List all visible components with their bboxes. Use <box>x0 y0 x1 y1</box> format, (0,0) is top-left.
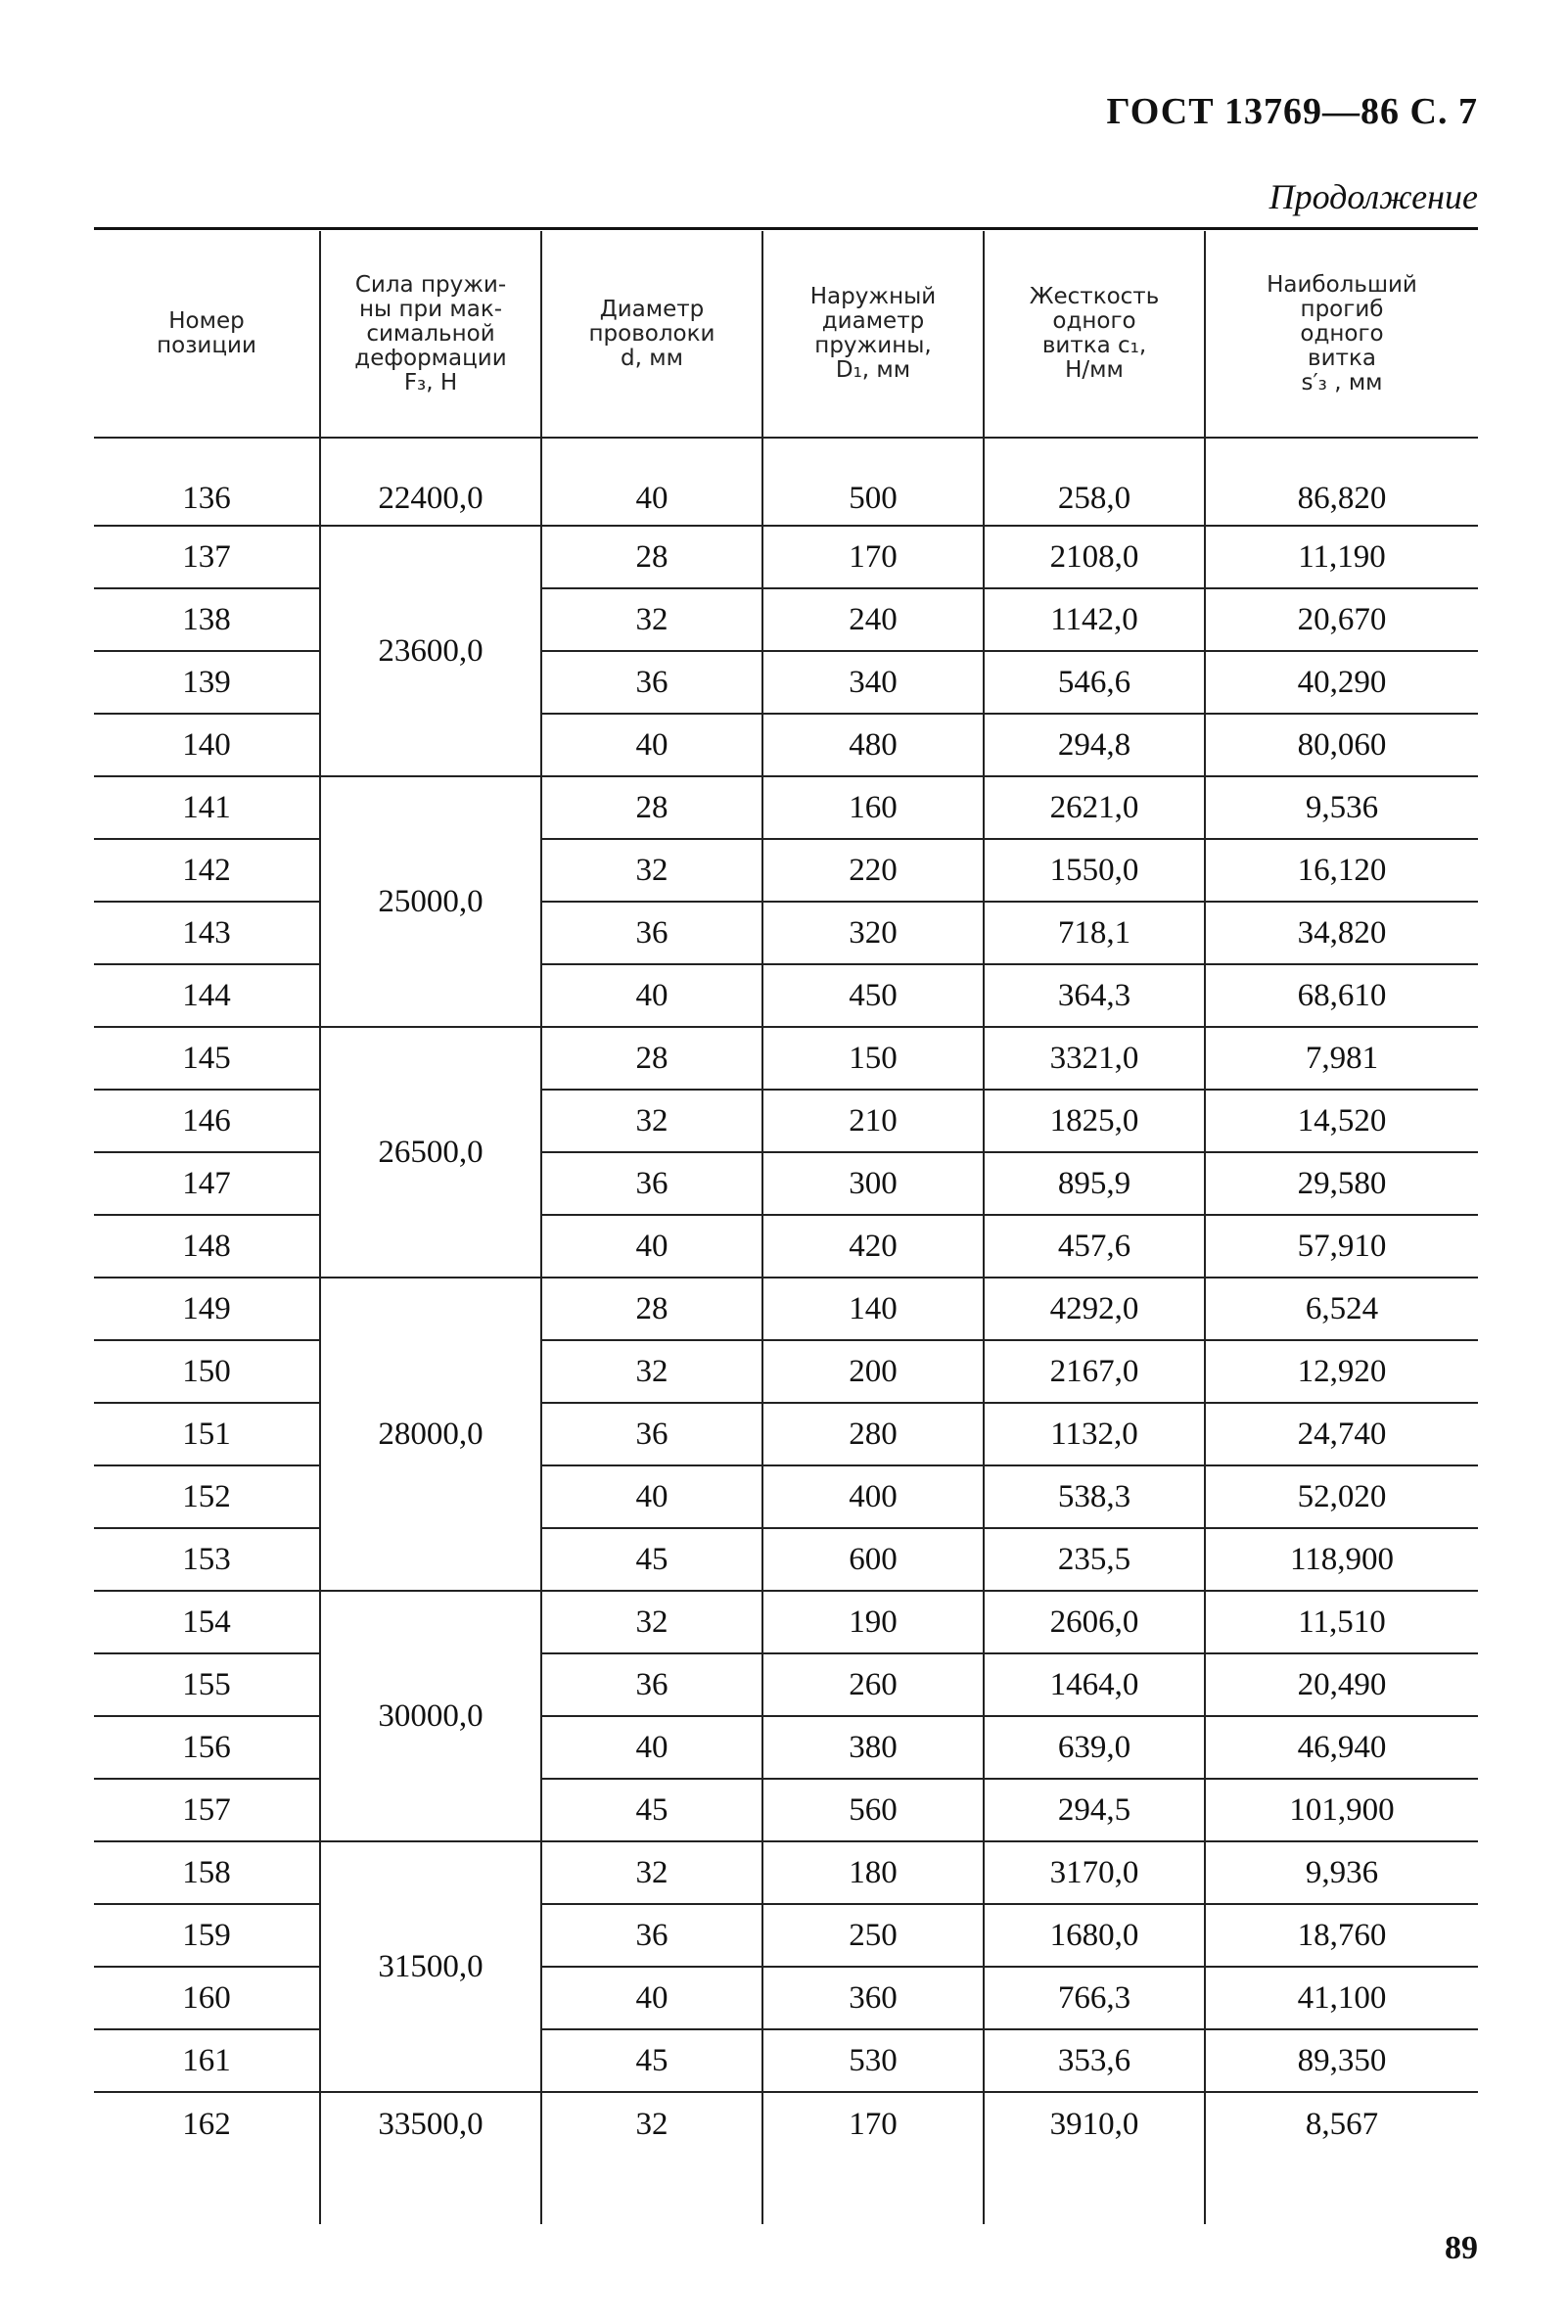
wire-diameter-cell: 32 <box>541 2092 762 2224</box>
position-cell: 157 <box>94 1779 320 1841</box>
stiffness-cell: 2621,0 <box>984 776 1205 839</box>
stiffness-cell: 1132,0 <box>984 1403 1205 1465</box>
table-row <box>94 839 1478 902</box>
position-cell: 156 <box>94 1716 320 1779</box>
max-deflection-cell: 46,940 <box>1205 1716 1478 1779</box>
outer-diameter-cell: 210 <box>762 1090 984 1152</box>
stiffness-cell: 364,3 <box>984 964 1205 1027</box>
max-deflection-cell: 24,740 <box>1205 1403 1478 1465</box>
position-cell: 136 <box>94 438 320 526</box>
position-cell: 140 <box>94 714 320 776</box>
position-cell: 147 <box>94 1152 320 1215</box>
outer-diameter-cell: 380 <box>762 1716 984 1779</box>
wire-diameter-cell: 36 <box>541 1904 762 1967</box>
table-body <box>94 438 1478 2224</box>
table-row <box>94 526 1478 588</box>
stiffness-cell: 258,0 <box>984 438 1205 526</box>
stiffness-cell: 1550,0 <box>984 839 1205 902</box>
stiffness-cell: 2167,0 <box>984 1340 1205 1403</box>
page-header: ГОСТ 13769—86 С. 7 <box>1106 91 1478 132</box>
wire-diameter-cell: 32 <box>541 1090 762 1152</box>
wire-diameter-cell: 32 <box>541 839 762 902</box>
stiffness-cell: 294,8 <box>984 714 1205 776</box>
outer-diameter-cell: 250 <box>762 1904 984 1967</box>
stiffness-cell: 457,6 <box>984 1215 1205 1278</box>
stiffness-cell: 1680,0 <box>984 1904 1205 1967</box>
position-cell: 151 <box>94 1403 320 1465</box>
wire-diameter-cell: 32 <box>541 588 762 651</box>
table-row <box>94 438 1478 526</box>
max-deflection-cell: 12,920 <box>1205 1340 1478 1403</box>
outer-diameter-cell: 260 <box>762 1653 984 1716</box>
table-row <box>94 1090 1478 1152</box>
stiffness-cell: 538,3 <box>984 1465 1205 1528</box>
table-row <box>94 651 1478 714</box>
outer-diameter-cell: 450 <box>762 964 984 1027</box>
position-cell: 161 <box>94 2029 320 2092</box>
outer-diameter-cell: 480 <box>762 714 984 776</box>
wire-diameter-cell: 40 <box>541 964 762 1027</box>
table-row <box>94 1716 1478 1779</box>
outer-diameter-cell: 150 <box>762 1027 984 1090</box>
max-deflection-cell: 89,350 <box>1205 2029 1478 2092</box>
force-cell: 31500,0 <box>320 1841 541 2092</box>
outer-diameter-cell: 320 <box>762 902 984 964</box>
table-row <box>94 1215 1478 1278</box>
stiffness-cell: 639,0 <box>984 1716 1205 1779</box>
wire-diameter-cell: 40 <box>541 1215 762 1278</box>
position-cell: 158 <box>94 1841 320 1904</box>
stiffness-cell: 3321,0 <box>984 1027 1205 1090</box>
max-deflection-cell: 11,510 <box>1205 1591 1478 1653</box>
max-deflection-cell: 14,520 <box>1205 1090 1478 1152</box>
outer-diameter-cell: 240 <box>762 588 984 651</box>
position-cell: 137 <box>94 526 320 588</box>
table-row <box>94 1904 1478 1967</box>
stiffness-cell: 3170,0 <box>984 1841 1205 1904</box>
table-row <box>94 776 1478 839</box>
stiffness-cell: 1825,0 <box>984 1090 1205 1152</box>
force-cell: 23600,0 <box>320 526 541 776</box>
outer-diameter-cell: 560 <box>762 1779 984 1841</box>
max-deflection-cell: 20,670 <box>1205 588 1478 651</box>
header-row <box>94 231 1478 438</box>
stiffness-cell: 546,6 <box>984 651 1205 714</box>
page-number: 89 <box>1445 2230 1478 2266</box>
max-deflection-cell: 101,900 <box>1205 1779 1478 1841</box>
outer-diameter-cell: 400 <box>762 1465 984 1528</box>
wire-diameter-cell: 32 <box>541 1591 762 1653</box>
max-deflection-cell: 16,120 <box>1205 839 1478 902</box>
table-row <box>94 1340 1478 1403</box>
wire-diameter-cell: 32 <box>541 1841 762 1904</box>
wire-diameter-cell: 36 <box>541 902 762 964</box>
max-deflection-cell: 6,524 <box>1205 1278 1478 1340</box>
force-cell: 22400,0 <box>320 438 541 526</box>
table-row <box>94 1403 1478 1465</box>
table-row <box>94 1465 1478 1528</box>
position-cell: 155 <box>94 1653 320 1716</box>
table-row <box>94 1779 1478 1841</box>
wire-diameter-cell: 28 <box>541 776 762 839</box>
outer-diameter-cell: 140 <box>762 1278 984 1340</box>
position-cell: 142 <box>94 839 320 902</box>
stiffness-cell: 2108,0 <box>984 526 1205 588</box>
column-header-wire-diameter: Диаметр проволоки d, мм <box>541 231 762 438</box>
outer-diameter-cell: 190 <box>762 1591 984 1653</box>
outer-diameter-cell: 220 <box>762 839 984 902</box>
outer-diameter-cell: 420 <box>762 1215 984 1278</box>
position-cell: 143 <box>94 902 320 964</box>
wire-diameter-cell: 40 <box>541 1967 762 2029</box>
position-cell: 154 <box>94 1591 320 1653</box>
table-row <box>94 1278 1478 1340</box>
outer-diameter-cell: 500 <box>762 438 984 526</box>
wire-diameter-cell: 40 <box>541 1716 762 1779</box>
stiffness-cell: 718,1 <box>984 902 1205 964</box>
outer-diameter-cell: 200 <box>762 1340 984 1403</box>
table-row <box>94 714 1478 776</box>
wire-diameter-cell: 40 <box>541 714 762 776</box>
wire-diameter-cell: 45 <box>541 1779 762 1841</box>
max-deflection-cell: 86,820 <box>1205 438 1478 526</box>
max-deflection-cell: 7,981 <box>1205 1027 1478 1090</box>
stiffness-cell: 3910,0 <box>984 2092 1205 2224</box>
force-cell: 25000,0 <box>320 776 541 1027</box>
outer-diameter-cell: 280 <box>762 1403 984 1465</box>
position-cell: 162 <box>182 2107 231 2142</box>
stiffness-cell: 895,9 <box>984 1152 1205 1215</box>
stiffness-cell: 1142,0 <box>984 588 1205 651</box>
wire-diameter-cell: 45 <box>541 2029 762 2092</box>
max-deflection-cell: 18,760 <box>1205 1904 1478 1967</box>
stiffness-cell: 766,3 <box>984 1967 1205 2029</box>
position-cell: 160 <box>94 1967 320 2029</box>
wire-diameter-cell: 36 <box>541 1653 762 1716</box>
table-row <box>94 1152 1478 1215</box>
wire-diameter-cell: 32 <box>541 1340 762 1403</box>
table-top-rule <box>94 227 1478 230</box>
outer-diameter-cell: 600 <box>762 1528 984 1591</box>
force-cell: 30000,0 <box>320 1591 541 1841</box>
max-deflection-cell: 40,290 <box>1205 651 1478 714</box>
table-row <box>94 2029 1478 2092</box>
position-cell: 141 <box>94 776 320 839</box>
force-cell: 28000,0 <box>320 1278 541 1591</box>
wire-diameter-cell: 36 <box>541 1152 762 1215</box>
outer-diameter-cell: 340 <box>762 651 984 714</box>
column-header-max-deflection: Наибольший прогиб одного витка s′₃ , мм <box>1205 231 1478 438</box>
max-deflection-cell: 80,060 <box>1205 714 1478 776</box>
max-deflection-cell: 20,490 <box>1205 1653 1478 1716</box>
wire-diameter-cell: 28 <box>541 1278 762 1340</box>
position-cell: 152 <box>94 1465 320 1528</box>
force-cell: 33500,0 <box>320 2092 541 2224</box>
position-cell: 159 <box>94 1904 320 1967</box>
max-deflection-cell: 68,610 <box>1205 964 1478 1027</box>
position-cell: 145 <box>94 1027 320 1090</box>
table-row <box>94 588 1478 651</box>
table-row <box>94 1841 1478 1904</box>
table-row <box>94 1027 1478 1090</box>
max-deflection-cell: 34,820 <box>1205 902 1478 964</box>
position-cell: 146 <box>94 1090 320 1152</box>
outer-diameter-cell: 300 <box>762 1152 984 1215</box>
column-header-position: Номер позиции <box>94 231 320 438</box>
wire-diameter-cell: 28 <box>541 526 762 588</box>
table-row <box>94 1591 1478 1653</box>
max-deflection-cell: 57,910 <box>1205 1215 1478 1278</box>
table-row <box>94 1653 1478 1716</box>
column-header-force: Сила пружи- ны при мак- симальной деформации F₃, Н <box>320 231 541 438</box>
stiffness-cell: 353,6 <box>984 2029 1205 2092</box>
max-deflection-cell: 8,567 <box>1205 2092 1478 2224</box>
max-deflection-cell: 52,020 <box>1205 1465 1478 1528</box>
wire-diameter-cell: 40 <box>541 1465 762 1528</box>
max-deflection-cell: 9,536 <box>1205 776 1478 839</box>
force-cell: 26500,0 <box>320 1027 541 1278</box>
data-table <box>94 231 1478 2224</box>
stiffness-cell: 294,5 <box>984 1779 1205 1841</box>
position-cell: 149 <box>94 1278 320 1340</box>
column-header-stiffness: Жесткость одного витка c₁, Н/мм <box>984 231 1205 438</box>
position-cell: 144 <box>94 964 320 1027</box>
max-deflection-cell: 11,190 <box>1205 526 1478 588</box>
table-row <box>94 902 1478 964</box>
wire-diameter-cell: 45 <box>541 1528 762 1591</box>
max-deflection-cell: 29,580 <box>1205 1152 1478 1215</box>
position-cell: 138 <box>94 588 320 651</box>
table-row <box>94 1528 1478 1591</box>
wire-diameter-cell: 36 <box>541 651 762 714</box>
continuation-label: Продолжение <box>1268 177 1478 216</box>
stiffness-cell: 4292,0 <box>984 1278 1205 1340</box>
stiffness-cell: 235,5 <box>984 1528 1205 1591</box>
stiffness-cell: 2606,0 <box>984 1591 1205 1653</box>
outer-diameter-cell: 360 <box>762 1967 984 2029</box>
wire-diameter-cell: 40 <box>541 438 762 526</box>
outer-diameter-cell: 170 <box>762 526 984 588</box>
table-row <box>94 964 1478 1027</box>
outer-diameter-cell: 170 <box>762 2092 984 2224</box>
wire-diameter-cell: 28 <box>541 1027 762 1090</box>
max-deflection-cell: 118,900 <box>1205 1528 1478 1591</box>
outer-diameter-cell: 530 <box>762 2029 984 2092</box>
outer-diameter-cell: 180 <box>762 1841 984 1904</box>
position-cell: 153 <box>94 1528 320 1591</box>
position-cell: 139 <box>94 651 320 714</box>
max-deflection-cell: 41,100 <box>1205 1967 1478 2029</box>
outer-diameter-cell: 160 <box>762 776 984 839</box>
position-cell: 148 <box>94 1215 320 1278</box>
table-row <box>94 2092 1478 2224</box>
wire-diameter-cell: 36 <box>541 1403 762 1465</box>
table-row <box>94 1967 1478 2029</box>
max-deflection-cell: 9,936 <box>1205 1841 1478 1904</box>
column-header-outer-diameter: Наружный диаметр пружины, D₁, мм <box>762 231 984 438</box>
stiffness-cell: 1464,0 <box>984 1653 1205 1716</box>
position-cell: 150 <box>94 1340 320 1403</box>
